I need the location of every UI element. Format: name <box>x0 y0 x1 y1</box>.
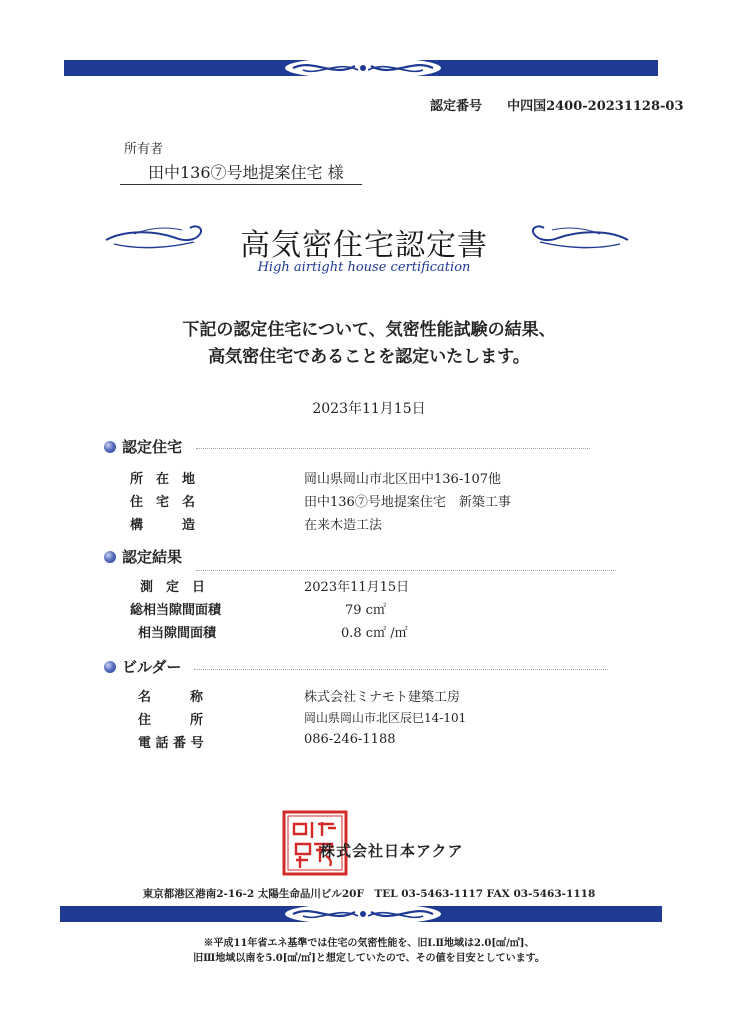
issuer-company: 株式会社日本アクア <box>320 842 464 860</box>
house-label-name: 住 宅 名 <box>130 495 196 510</box>
owner-underline <box>120 184 362 185</box>
footnote-line-2: 旧Ⅲ地域以南を5.0[㎠/㎡]と想定していたので、その値を目安としています。 <box>193 953 545 964</box>
section-house-divider <box>196 448 590 449</box>
top-ornament-icon <box>283 56 443 80</box>
builder-label-phone: 電 話 番 号 <box>138 736 204 751</box>
cert-number <box>430 95 684 114</box>
footnote-line-1: ※平成11年省エネ基準では住宅の気密性能を、旧Ⅰ.Ⅱ地域は2.0[㎠/㎡]、 <box>203 938 535 949</box>
builder-value-address: 岡山県岡山市北区辰巳14-101 <box>304 711 467 725</box>
bottom-ornament-icon <box>283 902 443 926</box>
section-bullet-icon <box>104 441 116 453</box>
house-label-structure: 構 造 <box>130 518 196 533</box>
house-value-location: 岡山県岡山市北区田中136-107他 <box>304 472 502 487</box>
section-house-header <box>104 436 182 457</box>
section-bullet-icon <box>104 661 116 673</box>
section-result-header <box>104 546 182 567</box>
owner-label: 所有者 <box>124 142 164 157</box>
house-label-location: 所 在 地 <box>130 472 196 487</box>
document-subtitle: High airtight house certification <box>257 260 471 275</box>
document-title: 高気密住宅認定書 <box>240 228 488 263</box>
issue-date: 2023年11月15日 <box>312 401 426 417</box>
result-label-date: 測 定 日 <box>140 580 206 595</box>
result-value-gap: 0.8 c㎡ /㎡ <box>341 626 408 641</box>
result-value-total-gap: 79 c㎡ <box>345 603 386 618</box>
result-label-gap: 相当隙間面積 <box>138 626 217 641</box>
cert-number-value: 中四国2400-20231128-03 <box>507 99 684 114</box>
builder-label-address: 住 所 <box>138 713 204 728</box>
builder-value-name: 株式会社ミナモト建築工房 <box>304 690 461 705</box>
left-flourish-icon <box>104 220 212 254</box>
section-builder-title: ビルダー <box>122 658 182 676</box>
section-house-title: 認定住宅 <box>122 438 183 456</box>
section-result-title: 認定結果 <box>122 548 183 566</box>
section-builder-header <box>104 656 181 677</box>
result-label-total-gap: 総相当隙間面積 <box>130 603 222 618</box>
statement-line-1: 下記の認定住宅について、気密性能試験の結果、 <box>182 320 556 340</box>
issuer-address: 東京都港区港南2-16-2 太陽生命品川ビル20F TEL 03-5463-1117 FAX 03-5463-1118 <box>142 888 596 900</box>
house-value-structure: 在来木造工法 <box>304 518 383 533</box>
owner-name: 田中136⑦号地提案住宅 様 <box>148 163 344 182</box>
section-result-divider <box>196 570 616 571</box>
builder-label-name: 名 称 <box>138 690 204 705</box>
builder-value-phone: 086-246-1188 <box>304 732 396 747</box>
result-value-date: 2023年11月15日 <box>304 580 410 595</box>
section-builder-divider <box>194 669 608 670</box>
section-bullet-icon <box>104 551 116 563</box>
cert-number-label: 認定番号 <box>430 99 483 114</box>
house-value-name: 田中136⑦号地提案住宅 新築工事 <box>304 495 511 510</box>
statement-line-2: 高気密住宅であることを認定いたします。 <box>208 347 530 367</box>
right-flourish-icon <box>522 220 630 254</box>
